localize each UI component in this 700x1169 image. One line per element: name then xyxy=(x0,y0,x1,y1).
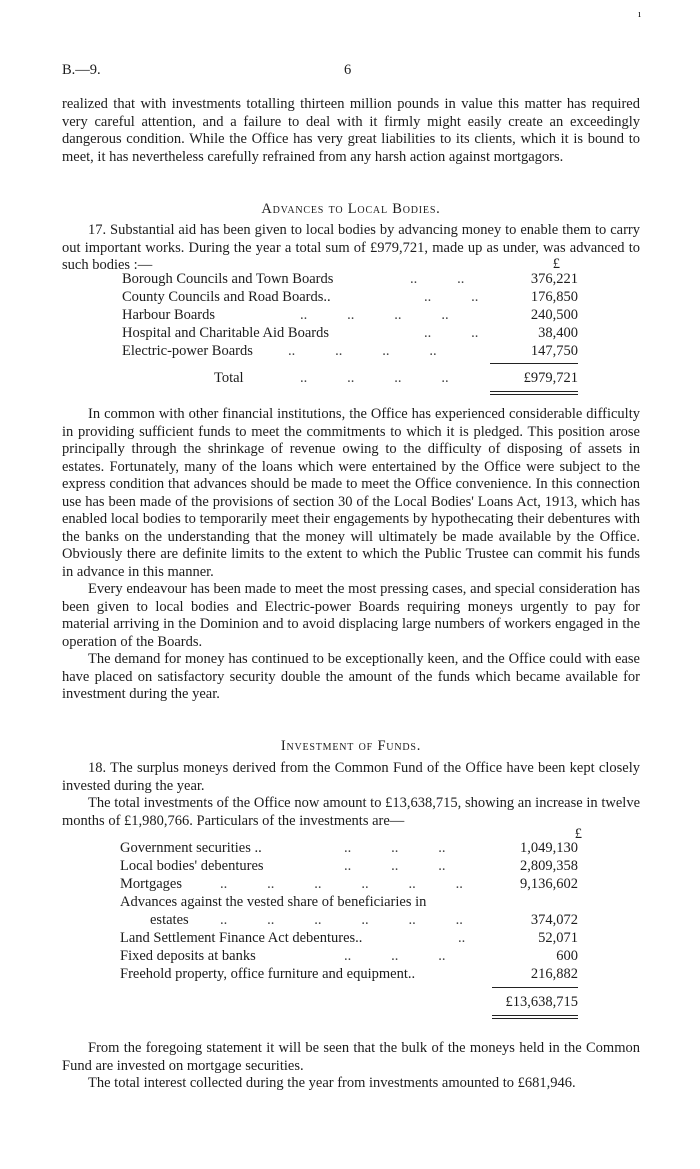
leader-dots: .. .. xyxy=(424,289,479,305)
leader-dots: .. xyxy=(458,930,466,946)
row-value: 147,750 xyxy=(530,343,578,359)
page-header xyxy=(62,62,640,82)
table-row xyxy=(62,894,640,912)
row-value: 176,850 xyxy=(530,289,578,305)
table-row xyxy=(62,876,640,894)
investment-discussion xyxy=(62,1040,640,1093)
intro-paragraph-block xyxy=(62,96,640,166)
subtotal-rule xyxy=(492,987,578,988)
section-heading-investment: Investment of Funds. xyxy=(280,738,422,754)
corner-mark: ı xyxy=(638,8,642,20)
row-value: 1,049,130 xyxy=(520,840,578,856)
row-label: Electric-power Boards xyxy=(122,343,253,359)
total-rule-top xyxy=(492,1015,578,1016)
row-label: Mortgages xyxy=(120,876,183,892)
table-row xyxy=(62,307,640,325)
row-value: 376,221 xyxy=(530,271,578,287)
row-label: County Councils and Road Boards.. xyxy=(122,289,331,305)
paragraph-mortgage-bulk: From the foregoing statement it will be seen that the bulk of the moneys held in the Common Fund are invested on mortgage securities. xyxy=(62,1040,640,1074)
table-row xyxy=(62,930,640,948)
leader-dots: .. .. .. xyxy=(344,858,446,874)
row-label: Government securities .. xyxy=(120,840,262,856)
total-value: £979,721 xyxy=(523,370,578,386)
paragraph-financial-difficulty: In common with other financial institutions, the Office has experienced considerable difficulty in providing sufficient funds to meet the commitments to which it is pledged. This position arose principally through the shrinkage of revenue owing to the difficulty of disposing of assets in estates. Fortunately, many of the loans which were entertained by the Office were subject to the express condition that advances should be made to meet the Office convenience. In this connection use has been made of the provisions of section 30 of the Local Bodies' Loans Act, 1913, which has enabled local bodies to temporarily meet their engagements by hypothecating their debentures with the banks on the understanding that the money will ultimately be made available by the Office. Obviously there are definite limits to the extent to which the Public Trustee can commit his funds in advance in this manner. xyxy=(62,406,640,580)
section-heading-advances: Advances to Local Bodies. xyxy=(261,201,441,217)
table-row xyxy=(62,289,640,307)
leader-dots: .. .. .. .. xyxy=(300,370,449,386)
subtotal-rule xyxy=(490,363,578,364)
row-value: 600 xyxy=(556,948,578,964)
para-18-block xyxy=(62,760,640,830)
table-row xyxy=(62,948,640,966)
row-label: Advances against the vested share of beneficiaries in xyxy=(120,894,427,910)
paragraph-17: 17. Substantial aid has been given to local bodies by advancing money to enable them to carry out important works. During the year a total sum of £979,721, made up as under, was advanced to such bodies :— xyxy=(62,222,640,273)
row-value: 216,882 xyxy=(530,966,578,982)
currency-header: £ xyxy=(574,826,582,842)
paragraph-total-investments: The total investments of the Office now amount to £13,638,715, showing an increase in twelve months of £1,980,766. Particulars of the investments are— xyxy=(62,795,640,829)
leader-dots: .. .. xyxy=(410,271,465,287)
leader-dots: .. .. .. .. xyxy=(300,307,449,323)
leader-dots: .. .. .. xyxy=(344,948,446,964)
paragraph-interest: The total interest collected during the year from investments amounted to £681,946. xyxy=(88,1075,576,1091)
row-label: estates xyxy=(150,912,189,928)
row-value: 2,809,358 xyxy=(520,858,578,874)
document-reference: B.—9. xyxy=(62,62,101,78)
paragraph-18: 18. The surplus moneys derived from the Common Fund of the Office have been kept closely invested during the year. xyxy=(62,760,640,794)
row-value: 9,136,602 xyxy=(520,876,578,892)
section-investment xyxy=(62,738,640,756)
row-value: 240,500 xyxy=(530,307,578,323)
total-rule-top xyxy=(490,391,578,392)
currency-header: £ xyxy=(552,256,560,272)
section-advances xyxy=(62,201,640,219)
paragraph-demand: The demand for money has continued to be exceptionally keen, and the Office could with ease have placed on satisfactory security double the amount of the funds which became available for investment during the year. xyxy=(62,651,640,702)
table-row xyxy=(62,840,640,858)
row-label: Freehold property, office furniture and equipment.. xyxy=(120,966,416,982)
total-rule-bottom xyxy=(492,1018,578,1019)
row-label: Borough Councils and Town Boards xyxy=(122,271,334,287)
leader-dots: .. .. .. .. xyxy=(288,343,437,359)
table-row xyxy=(62,966,640,984)
table-row xyxy=(62,343,640,361)
row-label: Fixed deposits at banks xyxy=(120,948,256,964)
total-rule-bottom xyxy=(490,394,578,395)
intro-paragraph: realized that with investments totalling thirteen million pounds in value this matter has required very careful attention, and a failure to deal with it firmly might easily create an exceedingly dangerous condition. While the Office has very great liabilities to its clients, which it is bound to meet, it has nevertheless carefully refrained from any harsh action against mortgagors. xyxy=(62,96,640,165)
total-label: Total xyxy=(214,370,244,386)
page-number: 6 xyxy=(344,62,352,78)
paragraph-pressing-cases: Every endeavour has been made to meet the most pressing cases, and special consideration has been given to local bodies and Electric-power Boards requiring moneys urgently to pay for material arriving in the Dominion and to avoid displacing large numbers of workers engaged in the operation of the Boards. xyxy=(62,581,640,650)
row-label: Harbour Boards xyxy=(122,307,216,323)
total-row xyxy=(62,370,640,388)
row-label: Local bodies' debentures xyxy=(120,858,264,874)
table-row xyxy=(62,912,640,930)
leader-dots: .. .. xyxy=(424,325,479,341)
table-row xyxy=(62,858,640,876)
table-row xyxy=(62,271,640,289)
row-value: 374,072 xyxy=(530,912,578,928)
total-row xyxy=(62,994,640,1012)
row-label: Land Settlement Finance Act debentures.. xyxy=(120,930,363,946)
advances-discussion xyxy=(62,406,640,704)
row-value: 52,071 xyxy=(538,930,578,946)
table-row xyxy=(62,325,640,343)
row-label: Hospital and Charitable Aid Boards xyxy=(122,325,329,341)
leader-dots: .. .. .. .. .. .. xyxy=(220,912,463,928)
leader-dots: .. .. .. .. .. .. xyxy=(220,876,463,892)
row-value: 38,400 xyxy=(538,325,578,341)
leader-dots: .. .. .. xyxy=(344,840,446,856)
total-value: £13,638,715 xyxy=(505,994,578,1010)
